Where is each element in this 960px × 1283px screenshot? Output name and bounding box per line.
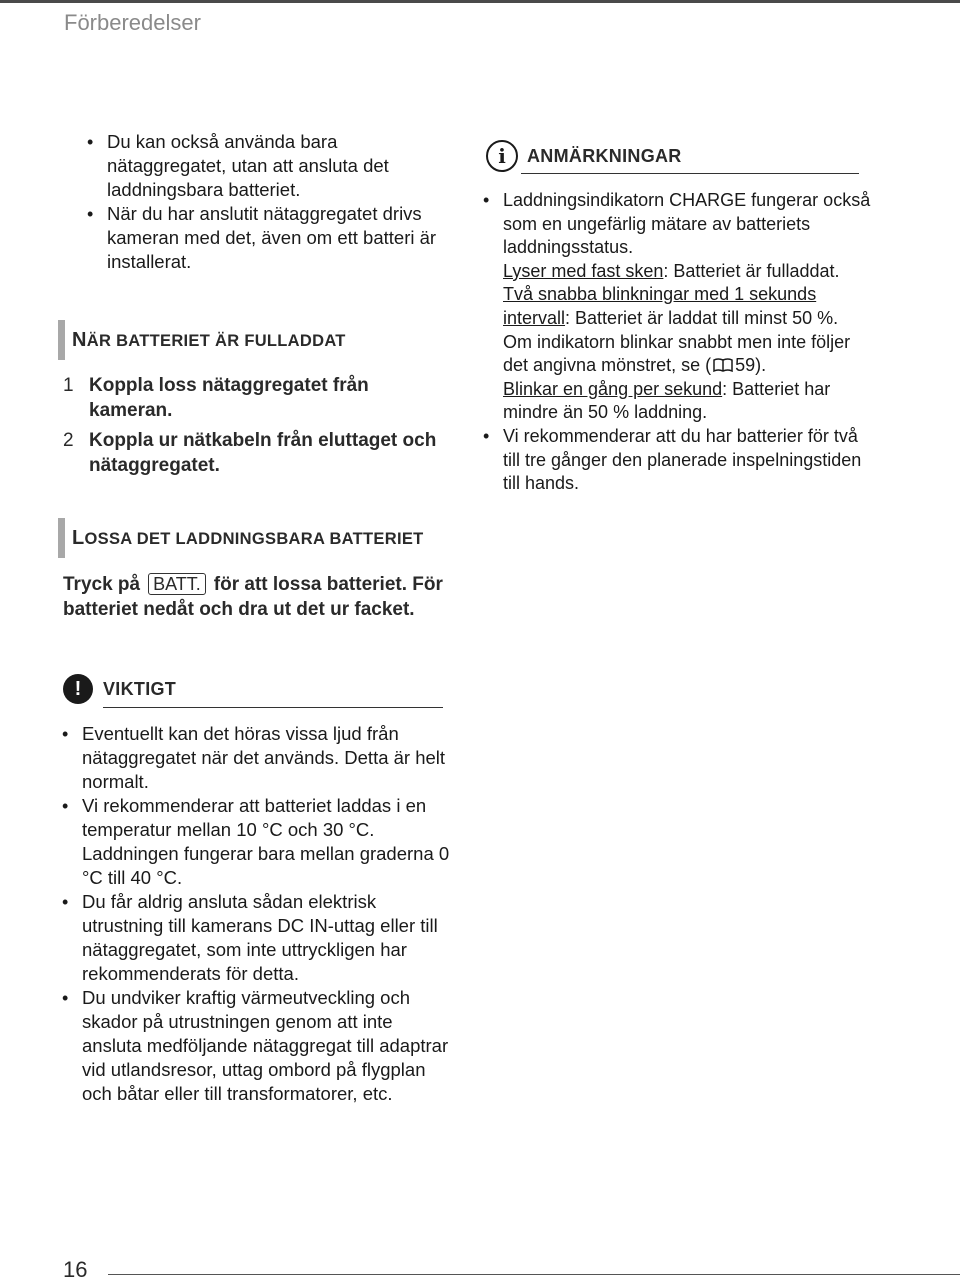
warning-icon: ! [63, 674, 93, 704]
section-header: Förberedelser [64, 10, 201, 35]
subheading-remove-battery: LOSSA DET LADDNINGSBARA BATTERIET [58, 518, 424, 558]
step-item: 2 Koppla ur nätkabeln från eluttaget och nätaggregatet. [63, 430, 437, 476]
indicator-state-label: Lyser med fast sken [503, 260, 664, 281]
list-item: • Vi rekommenderar att du har batterier för två till tre gånger den planerade inspelningstiden till hands. [481, 425, 871, 496]
info-icon: i [486, 140, 518, 172]
intro-bullets [85, 130, 445, 274]
important-list [60, 722, 450, 1106]
notes-heading [486, 140, 682, 172]
indicator-state-label: Blinkar en gång per sekund [503, 378, 723, 399]
list-item: • Laddningsindikatorn CHARGE fungerar också som en ungefärlig mätare av batteriets laddningsstatus. Lyser med fast sken: Batteriet är fulladdat. Två snabba blinkningar med 1 sekunds intervall: Batteriet är laddat till minst 50 %. Om indikatorn blinkar snabbt men inte följer det angivna mönstret, se ( 59). Blinkar en gång per sekund: Batteriet har mindre än 50 % laddning. [481, 189, 871, 425]
list-item: • Eventuellt kan det höras vissa ljud från nätaggregatet när det används. Detta är helt normalt. [60, 722, 450, 794]
subheading-bar [58, 518, 65, 558]
remove-battery-instruction: Tryck på BATT. för att lossa batteriet. För batteriet nedåt och dra ut det ur facket. [63, 574, 443, 620]
notes-rule [521, 173, 859, 174]
list-item: • Vi rekommenderar att batteriet laddas i en temperatur mellan 10 °C och 30 °C. Laddningen fungerar bara mellan graderna 0 °C till 40 °C. [60, 794, 450, 890]
book-reference-icon [713, 358, 733, 372]
notes-label: ANMÄRKNINGAR [527, 145, 682, 166]
list-item: • Du får aldrig ansluta sådan elektrisk utrustning till kamerans DC IN-uttag eller till nätaggregatet, som inte uttryckligen har rekommenderats för detta. [60, 890, 450, 986]
notes-list [481, 189, 871, 496]
step-item: 1 Koppla loss nätaggregatet från kameran. [63, 375, 369, 421]
top-rule [0, 0, 960, 3]
batt-key-icon: BATT. [148, 573, 206, 595]
list-item: • Du kan också använda bara nätaggregatet, utan att ansluta det laddningsbara batteriet. [85, 130, 445, 202]
list-item: • När du har anslutit nätaggregatet drivs kameran med det, även om ett batteri är installerat. [85, 202, 445, 274]
bottom-rule [108, 1274, 960, 1275]
subheading-bar [58, 320, 65, 360]
list-item: • Du undviker kraftig värmeutveckling och skador på utrustningen genom att inte ansluta medföljande nätaggregat till adaptrar vid utlandsresor, uttag ombord på flygplan och båtar eller till transformatorer, etc. [60, 986, 450, 1106]
important-heading [63, 674, 176, 704]
subheading-full-charge: NÄR BATTERIET ÄR FULLADDAT [58, 320, 346, 360]
indicator-state-label: Två snabba blinkningar med 1 sekunds intervall [503, 284, 817, 328]
important-rule [103, 707, 443, 708]
important-label: VIKTIGT [103, 678, 177, 699]
page-number: 16 [63, 1257, 88, 1282]
step-list [63, 373, 453, 483]
